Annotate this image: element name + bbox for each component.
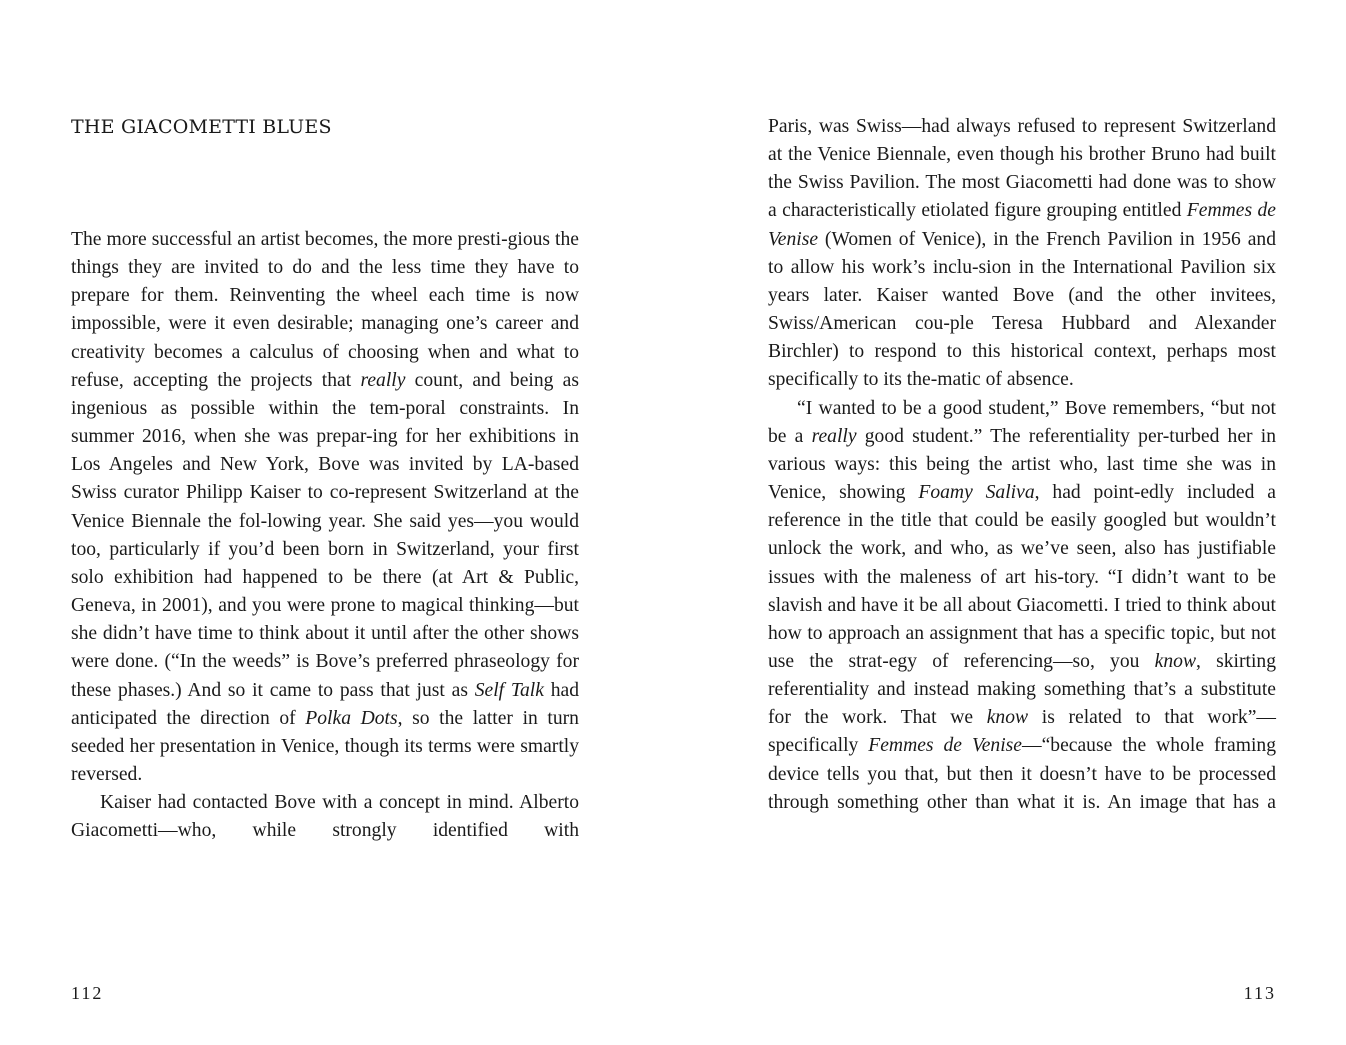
paragraph: Kaiser had contacted Bove with a concept in mind. Alberto Giacometti—who, while strongly identified with — [71, 792, 579, 842]
left-page — [71, 0, 579, 1045]
running-head: THE GIACOMETTI BLUES — [71, 116, 332, 138]
right-page — [768, 0, 1276, 1045]
paragraph: Paris, was Swiss—had always refused to represent Switzerland at the Venice Biennale, even though his brother Bruno had built the Swiss Pavilion. The most Giacometti had done was to show a characteristically etiolated figure grouping entitled Femmes de Venise (Women of Venice), in the French Pavilion in 1956 and to allow his work’s inclu-sion in the International Pavilion six years later. Kaiser wanted Bove (and the other invitees, Swiss/American cou-ple Teresa Hubbard and Alexander Birchler) to respond to this historical context, perhaps most specifically to its the-matic of absence. — [768, 116, 1276, 391]
page-number: 112 — [71, 983, 104, 1003]
paragraph: “I wanted to be a good student,” Bove remembers, “but not be a really good student.” The referentiality per-turbed her in various ways: this being the artist who, last time she was in Venice, showing Foamy Saliva, had point-edly included a reference in the title that could be easily googled but wouldn’t unlock the work, and who, as we’ve seen, also has justifiable issues with the maleness of art his-tory. “I didn’t want to be slavish and have it be all about Giacometti. I tried to think about how to approach an assignment that has a specific topic, but not use the strat-egy of referencing—so, you know, skirting referentiality and instead making something that’s a substitute for the work. That we know is related to that work”—specifically Femmes de Venise—“because the whole framing device tells you that, but then it doesn’t have to be processed through something other than what it is. An image that has a — [768, 397, 1276, 813]
paragraph: The more successful an artist becomes, the more presti-gious the things they are invited to do and the less time they have to prepare for them. Reinventing the wheel each time is now impossible, were it even desirable; managing one’s career and creativity becomes a calculus of choosing when and what to refuse, accepting the projects that really count, and being as ingenious as possible within the tem-poral constraints. In summer 2016, when she was prepar-ing for her exhibitions in Los Angeles and New York, Bove was invited by LA-based Swiss curator Philipp Kaiser to co-represent Switzerland at the Venice Biennale the fol-lowing year. She said yes—you would too, particularly if you’d been born in Switzerland, your first solo exhibition had happened to be there (at Art & Public, Geneva, in 2001), and you were prone to magical thinking—but she didn’t have time to think about it until after the other shows were done. (“In the weeds” is Bove’s preferred phraseology for these phases.) And so it came to pass that just as Self Talk had anticipated the direction of Polka Dots, so the latter in turn seeded her presentation in Venice, though its terms were smartly reversed. — [71, 229, 579, 785]
right-body-text — [768, 113, 1276, 817]
left-body-text — [71, 226, 579, 845]
page-number: 113 — [1243, 983, 1276, 1003]
